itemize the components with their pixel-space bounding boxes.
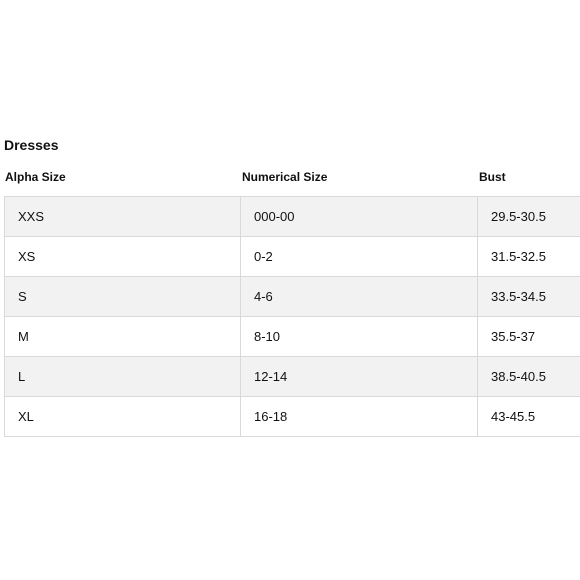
table-row xyxy=(5,197,580,237)
header-bust: Bust xyxy=(479,170,506,184)
cell-alpha-size: XS xyxy=(5,237,241,277)
cell-numerical-size: 0-2 xyxy=(241,237,478,277)
cell-bust: 38.5-40.5 xyxy=(478,357,580,397)
header-numerical-size: Numerical Size xyxy=(242,170,328,184)
cell-numerical-size: 8-10 xyxy=(241,317,478,357)
cell-alpha-size: XL xyxy=(5,397,241,437)
size-table xyxy=(4,196,580,437)
size-chart xyxy=(4,132,580,437)
cell-numerical-size: 4-6 xyxy=(241,277,478,317)
cell-numerical-size: 16-18 xyxy=(241,397,478,437)
table-row xyxy=(5,277,580,317)
table-row xyxy=(5,317,580,357)
table-header xyxy=(4,158,580,196)
table-row xyxy=(5,357,580,397)
table-row xyxy=(5,237,580,277)
cell-alpha-size: M xyxy=(5,317,241,357)
cell-bust: 29.5-30.5 xyxy=(478,197,580,237)
cell-bust: 31.5-32.5 xyxy=(478,237,580,277)
cell-bust: 35.5-37 xyxy=(478,317,580,357)
cell-numerical-size: 12-14 xyxy=(241,357,478,397)
table-row xyxy=(5,397,580,437)
cell-alpha-size: S xyxy=(5,277,241,317)
cell-alpha-size: L xyxy=(5,357,241,397)
cell-alpha-size: XXS xyxy=(5,197,241,237)
cell-numerical-size: 000-00 xyxy=(241,197,478,237)
header-alpha-size: Alpha Size xyxy=(5,170,66,184)
cell-bust: 43-45.5 xyxy=(478,397,580,437)
section-title: Dresses xyxy=(4,137,59,153)
cell-bust: 33.5-34.5 xyxy=(478,277,580,317)
